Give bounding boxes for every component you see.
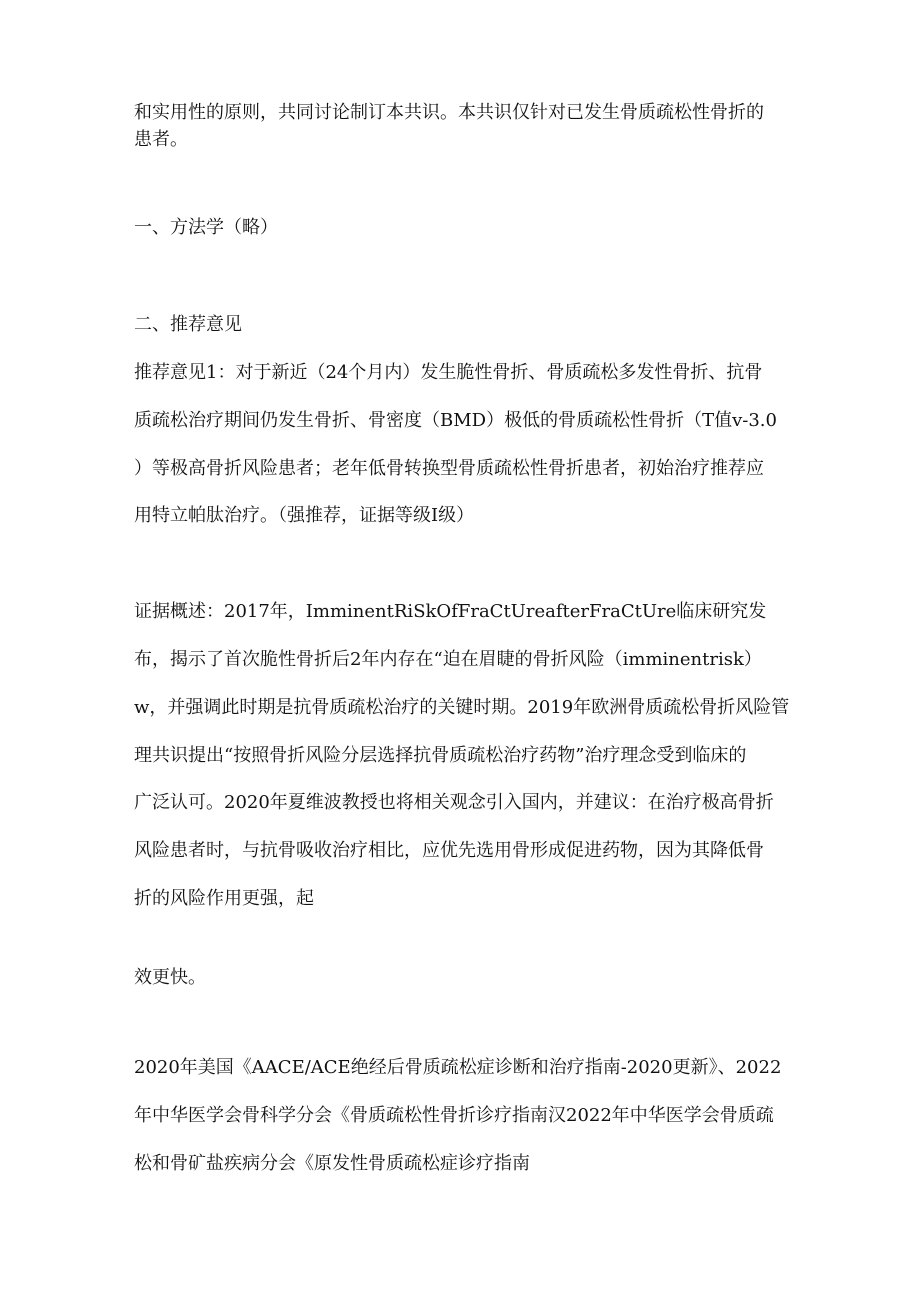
section-1-heading: 一、方法学（略）	[134, 217, 278, 238]
section-2-heading: 二、推荐意见	[134, 314, 242, 335]
intro-line-1: 和实用性的原则，共同讨论制订本共识。本共识仅针对已发生骨质疏松性骨折的	[134, 102, 764, 123]
evidence-line-3: w，并强调此时期是抗骨质疏松治疗的关键时期。2019年欧洲骨质疏松骨折风险管	[134, 697, 790, 718]
guidelines-line-2: 年中华医学会骨科学分会《骨质疏松性骨折诊疗指南汉2022年中华医学会骨质疏	[134, 1105, 774, 1126]
evidence-line-1: 证据概述：2017年，ImminentRiSkOfFraCtUreafterFraCtUre临床研究发	[134, 601, 767, 622]
guidelines-line-1: 2020年美国《AACE/ACE绝经后骨质疏松症诊断和治疗指南-2020更新》、2022	[134, 1057, 782, 1078]
evidence-line-6: 风险患者时，与抗骨吸收治疗相比，应优先选用骨形成促进药物，因为其降低骨	[134, 840, 764, 861]
recommendation-1-line-2: 质疏松治疗期间仍发生骨折、骨密度（BMD）极低的骨质疏松性骨折（T值v-3.0	[134, 410, 777, 431]
guidelines-line-3: 松和骨矿盐疾病分会《原发性骨质疏松症诊疗指南	[134, 1153, 530, 1174]
evidence-line-2: 布，揭示了首次脆性骨折后2年内存在“迫在眉睫的骨折风险（imminentrisk）	[134, 649, 762, 670]
recommendation-1-line-4: 用特立帕肽治疗。（强推荐，证据等级I级）	[134, 505, 475, 526]
evidence-continuation: 效更快。	[134, 967, 206, 988]
evidence-line-7: 折的风险作用更强，起	[134, 888, 314, 909]
evidence-line-4: 理共识提出“按照骨折风险分层选择抗骨质疏松治疗药物”治疗理念受到临床的	[134, 745, 747, 766]
recommendation-1-line-3: ）等极高骨折风险患者；老年低骨转换型骨质疏松性骨折患者，初始治疗推荐应	[134, 458, 764, 479]
intro-line-2: 患者。	[134, 129, 188, 150]
evidence-line-5: 广泛认可。2020年夏维波教授也将相关观念引入国内，并建议：在治疗极高骨折	[134, 792, 774, 813]
recommendation-1-line-1: 推荐意见1：对于新近（24个月内）发生脆性骨折、骨质疏松多发性骨折、抗骨	[134, 362, 763, 383]
